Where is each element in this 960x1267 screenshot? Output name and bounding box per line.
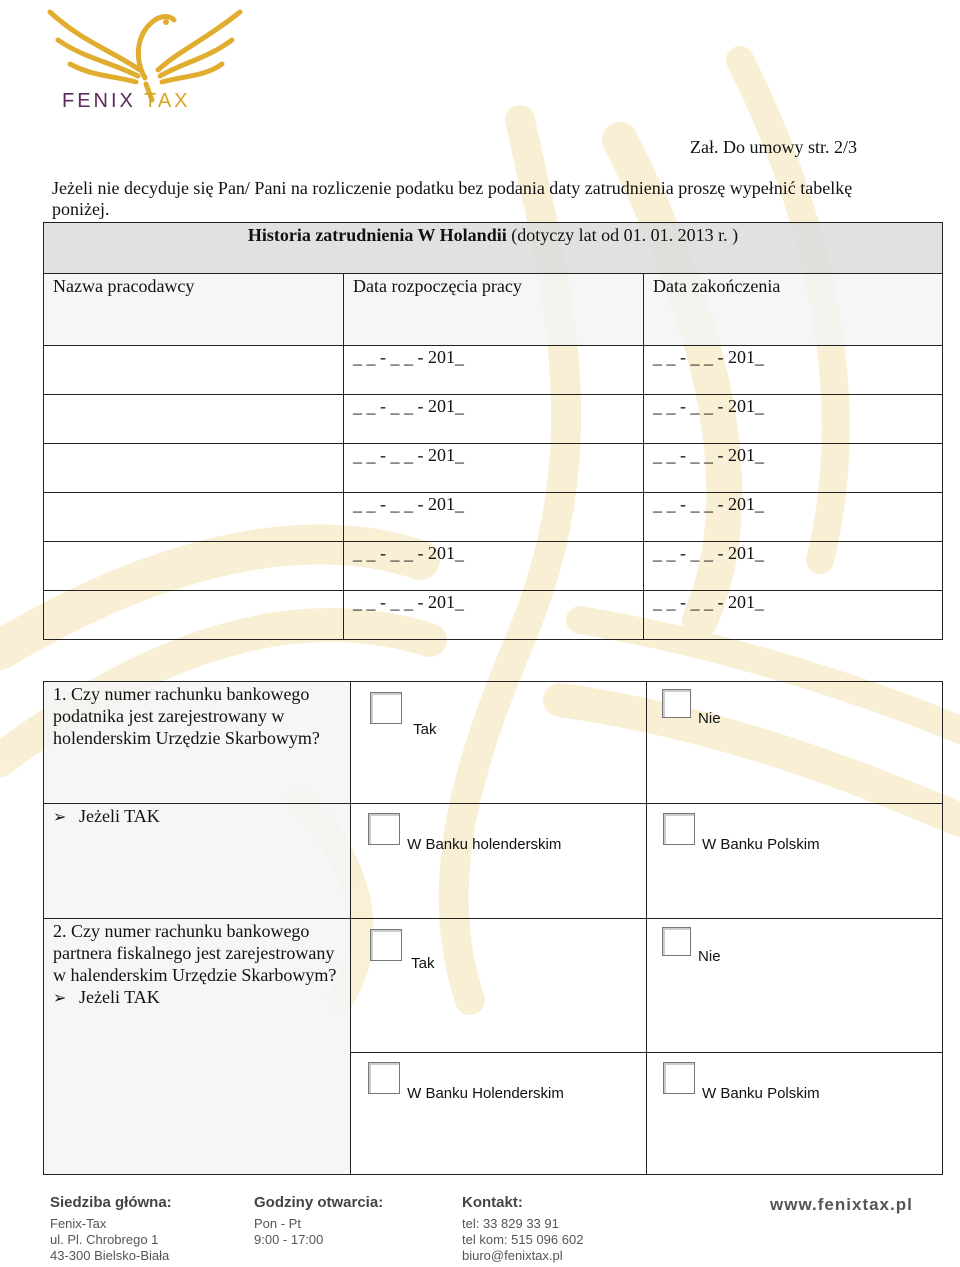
employer-name-cell[interactable] [44, 444, 344, 493]
end-date-cell[interactable]: _ _ - _ _ - 201_ [644, 444, 943, 493]
table-row [44, 346, 943, 395]
footer-hq-title: Siedziba główna: [50, 1194, 172, 1211]
question1-text-cell [44, 682, 351, 804]
attachment-note: Zał. Do umowy str. 2/3 [690, 137, 857, 157]
question2-text-cell [44, 919, 351, 1175]
question1-bank-pl-checkbox[interactable] [663, 813, 695, 845]
question2-ifyes-label: Jeżeli TAK [79, 987, 160, 1007]
question2-bank-pl-label: W Banku Polskim [702, 1085, 820, 1102]
table-row [44, 542, 943, 591]
employment-history-table [43, 222, 943, 640]
footer-opening-hours [254, 1195, 383, 1248]
footer-contact [462, 1195, 583, 1264]
history-title-bold: Historia zatrudnienia W Holandii [247, 225, 507, 245]
start-date-cell[interactable]: _ _ - _ _ - 201_ [344, 346, 644, 395]
question1-yes-label: Tak [413, 721, 437, 738]
end-date-cell[interactable]: _ _ - _ _ - 201_ [644, 591, 943, 640]
employer-name-cell[interactable] [44, 395, 344, 444]
employer-name-cell[interactable] [44, 591, 344, 640]
footer-headquarters [50, 1195, 172, 1264]
footer-hours-line: Pon - Pt [254, 1216, 301, 1231]
question1-bank-pl-label: W Banku Polskim [702, 836, 820, 853]
question1-no-checkbox[interactable] [662, 689, 691, 718]
question2-bank-nl-label: W Banku Holenderskim [407, 1085, 564, 1102]
question1-ifyes-cell [44, 804, 351, 919]
footer-mobile: tel kom: 515 096 602 [462, 1232, 584, 1247]
end-date-cell[interactable]: _ _ - _ _ - 201_ [644, 542, 943, 591]
table-row [44, 395, 943, 444]
page-footer [50, 1195, 920, 1265]
employer-name-cell[interactable] [44, 493, 344, 542]
end-date-cell[interactable]: _ _ - _ _ - 201_ [644, 395, 943, 444]
footer-contact-title: Kontakt: [462, 1194, 523, 1211]
question1-bank-pl-option[interactable] [647, 804, 943, 919]
intro-text: Jeżeli nie decyduje się Pan/ Pani na rozliczenie podatku bez podania daty zatrudnienia proszę wypełnić tabelkę poniżej. [52, 178, 853, 219]
question2-text: 2. Czy numer rachunku bankowego partnera fiskalnego jest zarejestrowany w halenderskim Urzędzie Skarbowym? [53, 921, 337, 985]
question1-no-label: Nie [698, 710, 721, 727]
footer-hours-line: 9:00 - 17:00 [254, 1232, 324, 1247]
start-date-cell[interactable]: _ _ - _ _ - 201_ [344, 395, 644, 444]
question1-yes-option[interactable] [351, 682, 647, 804]
question2-yes-option[interactable] [351, 919, 647, 1053]
footer-hq-line: 43-300 Bielsko-Biała [50, 1248, 170, 1263]
arrow-bullet-icon: ➢ [53, 988, 67, 1007]
table-row [44, 493, 943, 542]
question2-yes-checkbox[interactable] [370, 929, 402, 961]
start-date-cell[interactable]: _ _ - _ _ - 201_ [344, 542, 644, 591]
question2-no-checkbox[interactable] [662, 927, 691, 956]
question2-no-label: Nie [698, 948, 721, 965]
question1-bank-nl-checkbox[interactable] [368, 813, 400, 845]
question2-bank-pl-option[interactable] [647, 1053, 943, 1175]
employer-name-cell[interactable] [44, 542, 344, 591]
question1-no-option[interactable] [647, 682, 943, 804]
header-employer-name: Nazwa pracodawcy [44, 274, 344, 346]
start-date-cell[interactable]: _ _ - _ _ - 201_ [344, 591, 644, 640]
history-title-rest: (dotyczy lat od 01. 01. 2013 r. ) [506, 225, 739, 245]
employer-name-cell[interactable] [44, 346, 344, 395]
footer-hours-title: Godziny otwarcia: [254, 1194, 384, 1211]
question2-yes-label: Tak [411, 955, 435, 972]
question1-yes-checkbox[interactable] [370, 692, 402, 724]
header-start-date: Data rozpoczęcia pracy [344, 274, 644, 346]
question2-bank-pl-checkbox[interactable] [663, 1062, 695, 1094]
end-date-cell[interactable]: _ _ - _ _ - 201_ [644, 346, 943, 395]
bank-account-questions-table [43, 681, 943, 1175]
question1-bank-nl-option[interactable] [351, 804, 647, 919]
question2-bank-nl-option[interactable] [351, 1053, 647, 1175]
start-date-cell[interactable]: _ _ - _ _ - 201_ [344, 493, 644, 542]
footer-hq-line: ul. Pl. Chrobrego 1 [50, 1232, 159, 1247]
footer-website-link[interactable]: www.fenixtax.pl [770, 1195, 913, 1214]
table-row [44, 591, 943, 640]
question1-text: 1. Czy numer rachunku bankowego podatnika jest zarejestrowany w holenderskim Urzędzie Skarbowym? [53, 684, 320, 748]
question1-bank-nl-label: W Banku holenderskim [407, 836, 562, 853]
question2-bank-nl-checkbox[interactable] [368, 1062, 400, 1094]
footer-hq-line: Fenix-Tax [50, 1216, 107, 1231]
question1-ifyes-label: Jeżeli TAK [79, 806, 160, 826]
header-end-date: Data zakończenia [644, 274, 943, 346]
arrow-bullet-icon: ➢ [53, 807, 67, 826]
end-date-cell[interactable]: _ _ - _ _ - 201_ [644, 493, 943, 542]
table-row [44, 444, 943, 493]
start-date-cell[interactable]: _ _ - _ _ - 201_ [344, 444, 644, 493]
question2-no-option[interactable] [647, 919, 943, 1053]
history-table-title [44, 223, 943, 274]
footer-phone: tel: 33 829 33 91 [462, 1216, 559, 1231]
logo-wordmark: FENIX TAX [62, 90, 191, 112]
footer-email: biuro@fenixtax.pl [462, 1248, 563, 1263]
